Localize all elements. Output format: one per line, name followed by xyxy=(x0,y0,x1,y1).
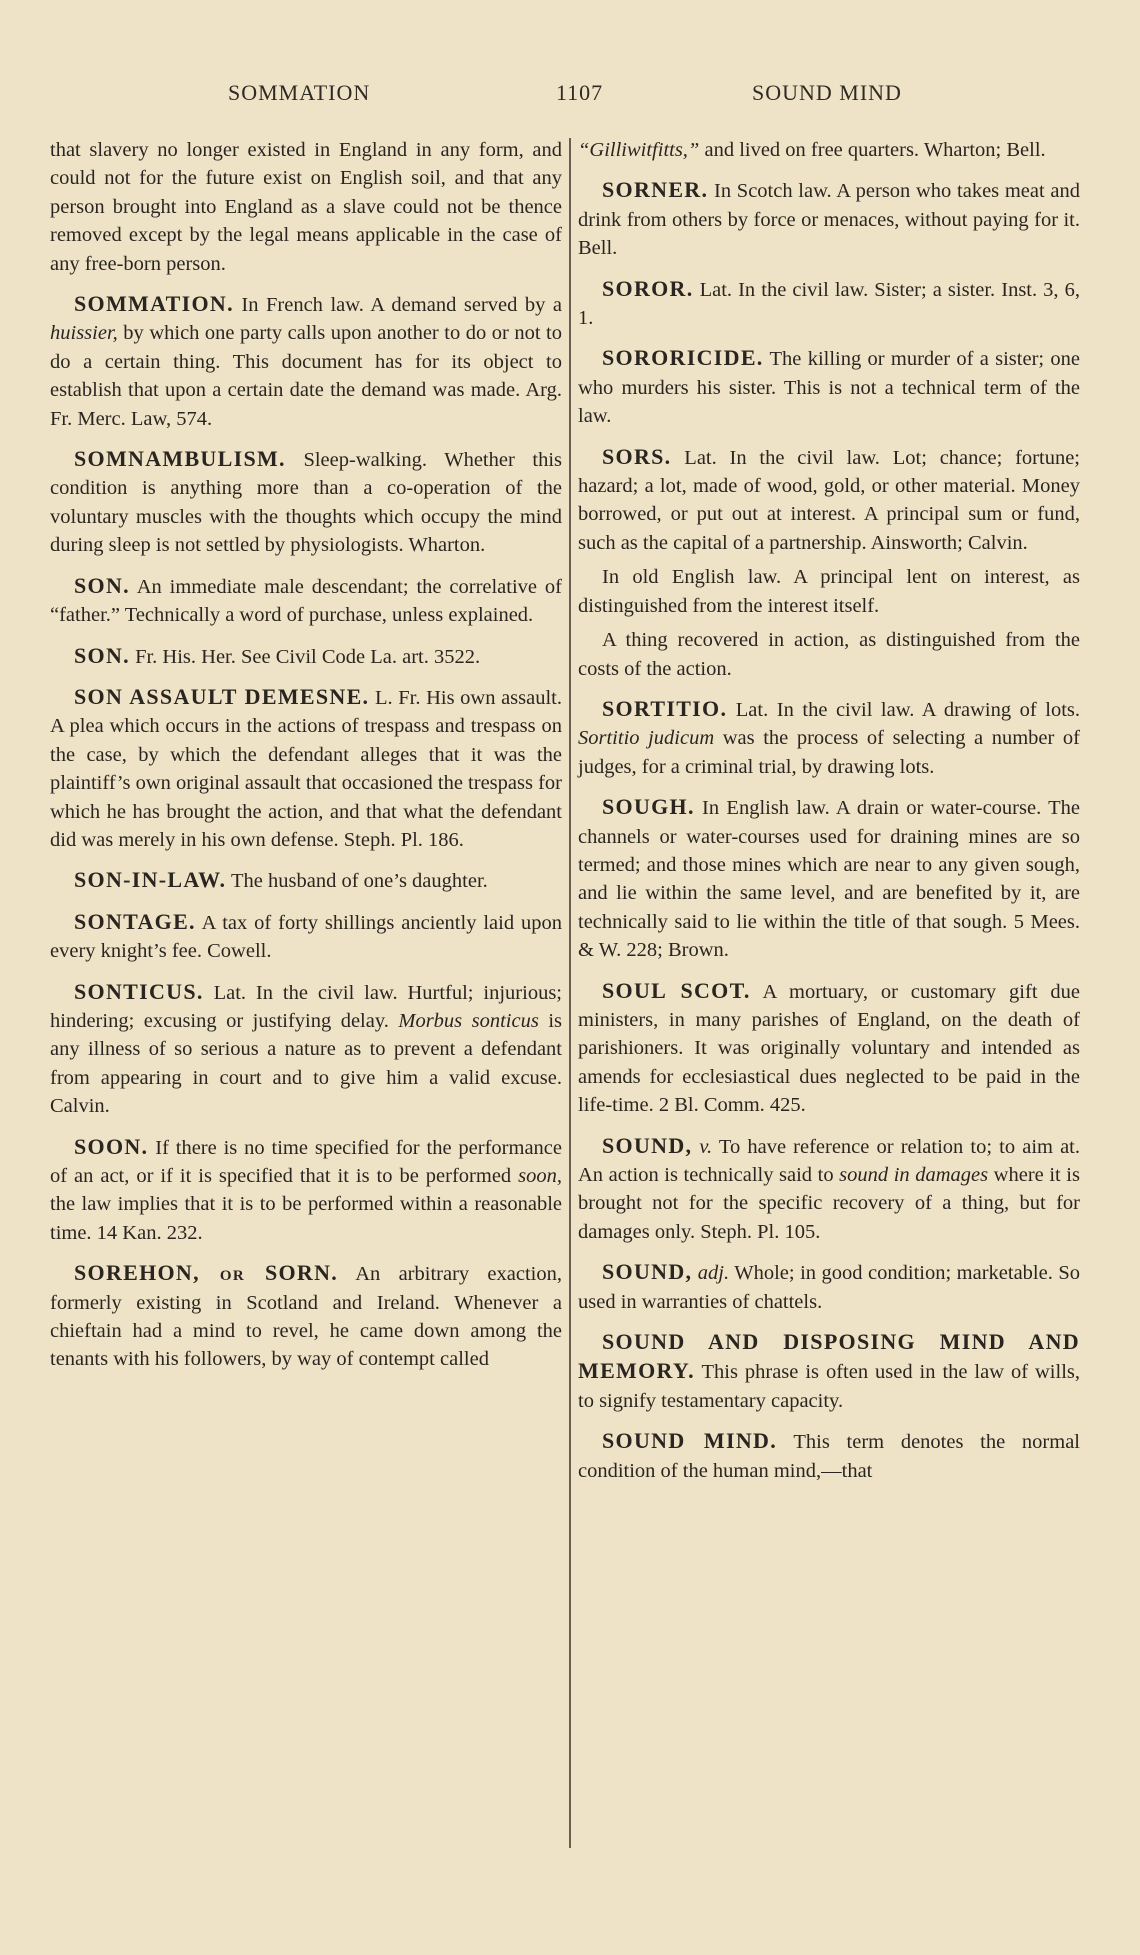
headword: SOUND, xyxy=(602,1259,693,1285)
entry-sommation: SOMMATION. In French law. A demand served by a huissier, by which one party calls upon another to do or not to do a certain thing. This document has for its object to establish that upon a certain date the demand was made. Arg. Fr. Merc. Law, 574. xyxy=(50,291,562,430)
column-divider xyxy=(569,138,571,1848)
headword: SONTICUS. xyxy=(74,978,204,1004)
entry-continuation: that slavery no longer existed in England in any form, and could not for the future exist on English soil, and that any person brought into England as a slave could not be thence removed except by the legal means applicable in the case of any free-born person. xyxy=(50,139,562,275)
entry-soon: SOON. If there is no time specified for the performance of an act, or if it is specified that it is to be performed soon, the law implies that it is to be performed within a reasonable time. 14 Kan. 232. xyxy=(50,1133,562,1244)
headword: SORTITIO. xyxy=(602,695,728,721)
entry-son-assault-demesne: SON ASSAULT DEMESNE. L. Fr. His own assault. A plea which occurs in the actions of trespass and trespass on the case, by which the defendant alleges that it was the plaintiff’s own original assault that occasioned the trespass for which he has brought the action, and that what the defendant did was merely in his own defense. Steph. Pl. 186. xyxy=(50,683,562,851)
headword: SOON. xyxy=(74,1133,149,1159)
headword: SORORICIDE. xyxy=(602,345,764,371)
headword: SOREHON, or SORN. xyxy=(74,1260,339,1286)
entry-sough: SOUGH. In English law. A drain or water-course. The channels or water-courses used for draining mines are so termed; and those mines which are near to any given sough, and lie within the same level, and are benefited by it, are technically said to lie within the title of that sough. 5 Mees. & W. 228; Brown. xyxy=(578,794,1080,962)
entry-sors: SORS. Lat. In the civil law. Lot; chance; fortune; hazard; a lot, made of wood, gold, or other material. Money borrowed, or put out at interest. A principal sum or fund, such as the capital of a partnership. Ainsworth; Calvin. xyxy=(578,443,1080,554)
headword: SON. xyxy=(74,572,130,598)
entry-sors-sub-2: A thing recovered in action, as distinguished from the costs of the action. xyxy=(578,629,1080,680)
entry-somnambulism: SOMNAMBULISM. Sleep-walking. Whether this condition is anything more than a co-operation of the voluntary muscles with the thoughts which occupy the mind during sleep is not settled by physiologists. Wharton. xyxy=(50,446,562,557)
entry-continuation: “Gilliwitfitts,” and lived on free quarters. Wharton; Bell. xyxy=(578,139,1046,161)
headword: SOUND, xyxy=(602,1132,693,1158)
running-head-left: SOMMATION xyxy=(228,80,371,105)
entry-sontage: SONTAGE. A tax of forty shillings anciently laid upon every knight’s fee. Cowell. xyxy=(50,908,562,963)
entry-sound-v: SOUND, v. To have reference or relation to; to aim at. An action is technically said to sound in damages where it is brought not for the specific recovery of a thing, but for damages only. Steph. Pl. 105. xyxy=(578,1132,1081,1243)
entry-sorner: SORNER. In Scotch law. A person who takes meat and drink from others by force or menaces, without paying for it. Bell. xyxy=(578,177,1080,260)
headword: SORS. xyxy=(602,443,672,469)
entry-sors-sub-1: In old English law. A principal lent on interest, as distinguished from the interest itself. xyxy=(578,566,1080,617)
page-number: 1107 xyxy=(556,80,604,105)
running-head-right: SOUND MIND xyxy=(752,80,902,105)
headword: SOMNAMBULISM. xyxy=(74,446,286,472)
headword: SON ASSAULT DEMESNE. xyxy=(74,683,370,709)
entry-sorehon: SOREHON, or SORN. An arbitrary exaction, formerly existing in Scotland and Ireland. Whenever a chieftain had a mind to revel, he came down among the tenants with his followers, by way of contempt called xyxy=(50,1260,562,1371)
entry-sororicide: SORORICIDE. The killing or murder of a sister; one who murders his sister. This is not a technical term of the law. xyxy=(578,345,1080,428)
headword: SONTAGE. xyxy=(74,908,196,934)
left-column xyxy=(50,136,562,1386)
entry-soror: SOROR. Lat. In the civil law. Sister; a sister. Inst. 3, 6, 1. xyxy=(578,275,1080,330)
headword: SOROR. xyxy=(602,275,694,301)
headword: SOUGH. xyxy=(602,794,695,820)
entry-son: SON. An immediate male descendant; the correlative of “father.” Technically a word of purchase, unless explained. xyxy=(50,572,562,627)
right-column xyxy=(578,136,1080,1497)
headword: SOUND MIND. xyxy=(602,1428,778,1454)
running-head xyxy=(0,80,1140,120)
headword: SORNER. xyxy=(602,177,709,203)
entry-sound-adj: SOUND, adj. Whole; in good condition; marketable. So used in warranties of chattels. xyxy=(578,1259,1080,1313)
headword: SON-IN-LAW. xyxy=(74,867,227,893)
entry-sortitio: SORTITIO. Lat. In the civil law. A drawing of lots. Sortitio judicum was the process of selecting a number of judges, for a criminal trial, by drawing lots. xyxy=(578,695,1081,778)
entry-son-in-law: SON-IN-LAW. The husband of one’s daughter. xyxy=(74,867,488,893)
entry-sound-and-disposing-mind: SOUND AND DISPOSING MIND AND MEMORY. This phrase is often used in the law of wills, to signify testamentary capacity. xyxy=(578,1329,1080,1412)
entry-sonticus: SONTICUS. Lat. In the civil law. Hurtful; injurious; hindering; excusing or justifying delay. Morbus sonticus is any illness of so serious a nature as to prevent a defendant from appearing in court and to give him a valid excuse. Calvin. xyxy=(50,978,562,1118)
headword: SON. xyxy=(74,642,130,668)
headword: SOUND AND DISPOSING MIND AND MEMORY. xyxy=(578,1329,1080,1384)
entry-sound-mind: SOUND MIND. This term denotes the normal condition of the human mind,—that xyxy=(578,1428,1080,1482)
entry-soul-scot: SOUL SCOT. A mortuary, or customary gift due ministers, in many parishes of England, on the death of parishioners. It was originally voluntary and intended as amends for ecclesiastical dues neglected to be paid in the life-time. 2 Bl. Comm. 425. xyxy=(578,977,1080,1117)
headword: SOUL SCOT. xyxy=(602,977,751,1003)
entry-son-fr: SON. Fr. His. Her. See Civil Code La. art. 3522. xyxy=(74,642,481,668)
headword: SOMMATION. xyxy=(74,291,234,317)
